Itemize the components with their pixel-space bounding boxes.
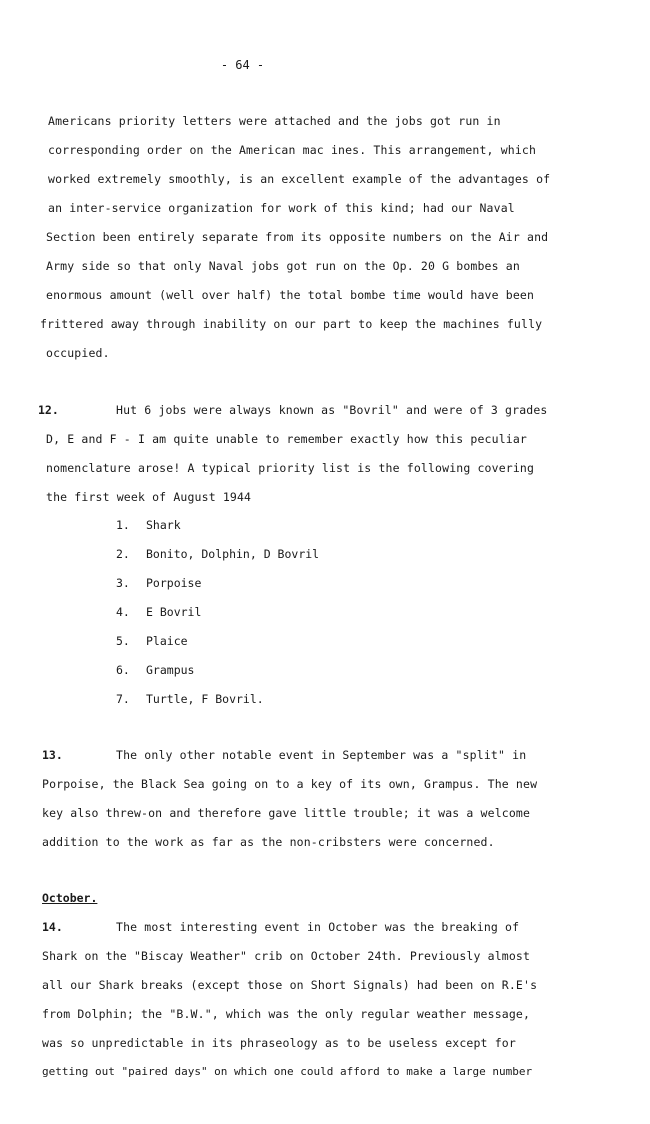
priority-list-number: 2. (116, 547, 130, 561)
para-continued-line-9: occupied. (46, 346, 110, 360)
priority-list-text: Shark (146, 518, 181, 532)
priority-list-text: Porpoise (146, 576, 202, 590)
para-14-line-5: was so unpredictable in its phraseology as to be useless except for (42, 1036, 516, 1050)
para-continued-line-3: worked extremely smoothly, is an excellent example of the advantages of (48, 172, 551, 186)
priority-list-item-6 (116, 663, 194, 677)
para-continued-line-4: an inter-service organization for work of this kind; had our Naval (48, 201, 515, 215)
para-14-line-3: all our Shark breaks (except those on Short Signals) had been on R.E's (42, 978, 538, 992)
para-12-line-2: D, E and F - I am quite unable to remember exactly how this peculiar (46, 432, 528, 446)
para-continued-line-7: enormous amount (well over half) the total bombe time would have been (46, 288, 535, 302)
priority-list-item-7 (116, 692, 264, 706)
priority-list-item-1 (116, 518, 181, 532)
priority-list-number: 1. (116, 518, 130, 532)
priority-list-text: Bonito, Dolphin, D Bovril (146, 547, 320, 561)
priority-list-item-5 (116, 634, 188, 648)
priority-list-item-4 (116, 605, 201, 619)
para-13-line-3: key also threw-on and therefore gave little trouble; it was a welcome (42, 806, 531, 820)
priority-list-number: 6. (116, 663, 130, 677)
priority-list-text: Grampus (146, 663, 195, 677)
para-continued-line-5: Section been entirely separate from its opposite numbers on the Air and (46, 230, 549, 244)
para-13-line-1: The only other notable event in September was a "split" in (116, 748, 527, 762)
para-continued-line-2: corresponding order on the American mac ines. This arrangement, which (48, 143, 537, 157)
para-continued-line-8: frittered away through inability on our part to keep the machines fully (40, 317, 543, 331)
priority-list-number: 3. (116, 576, 130, 590)
para-continued-line-1: Americans priority letters were attached and the jobs got run in (48, 114, 501, 128)
para-continued-line-6: Army side so that only Naval jobs got run on the Op. 20 G bombes an (46, 259, 520, 273)
heading-october: October. (42, 891, 98, 905)
para-14-line-1: The most interesting event in October was the breaking of (116, 920, 520, 934)
priority-list-item-2 (116, 547, 319, 561)
priority-list-text: E Bovril (146, 605, 202, 619)
para-14-number: 14. (42, 920, 63, 934)
para-12-line-1: Hut 6 jobs were always known as "Bovril" and were of 3 grades (116, 403, 548, 417)
priority-list-number: 4. (116, 605, 130, 619)
para-12-line-4: the first week of August 1944 (46, 490, 252, 504)
page-number: - 64 - (220, 58, 265, 72)
para-12-number: 12. (38, 403, 59, 417)
priority-list-item-3 (116, 576, 201, 590)
para-13-line-4: addition to the work as far as the non-cribsters were concerned. (42, 835, 495, 849)
priority-list-number: 5. (116, 634, 130, 648)
para-12-line-3: nomenclature arose! A typical priority list is the following covering (46, 461, 535, 475)
para-14-line-6: getting out "paired days" on which one could afford to make a large number (42, 1065, 533, 1078)
priority-list-text: Turtle, F Bovril. (146, 692, 264, 706)
priority-list-number: 7. (116, 692, 130, 706)
para-14-line-2: Shark on the "Biscay Weather" crib on October 24th. Previously almost (42, 949, 531, 963)
para-13-number: 13. (42, 748, 63, 762)
para-14-line-4: from Dolphin; the "B.W.", which was the only regular weather message, (42, 1007, 531, 1021)
para-13-line-2: Porpoise, the Black Sea going on to a key of its own, Grampus. The new (42, 777, 538, 791)
priority-list-text: Plaice (146, 634, 188, 648)
